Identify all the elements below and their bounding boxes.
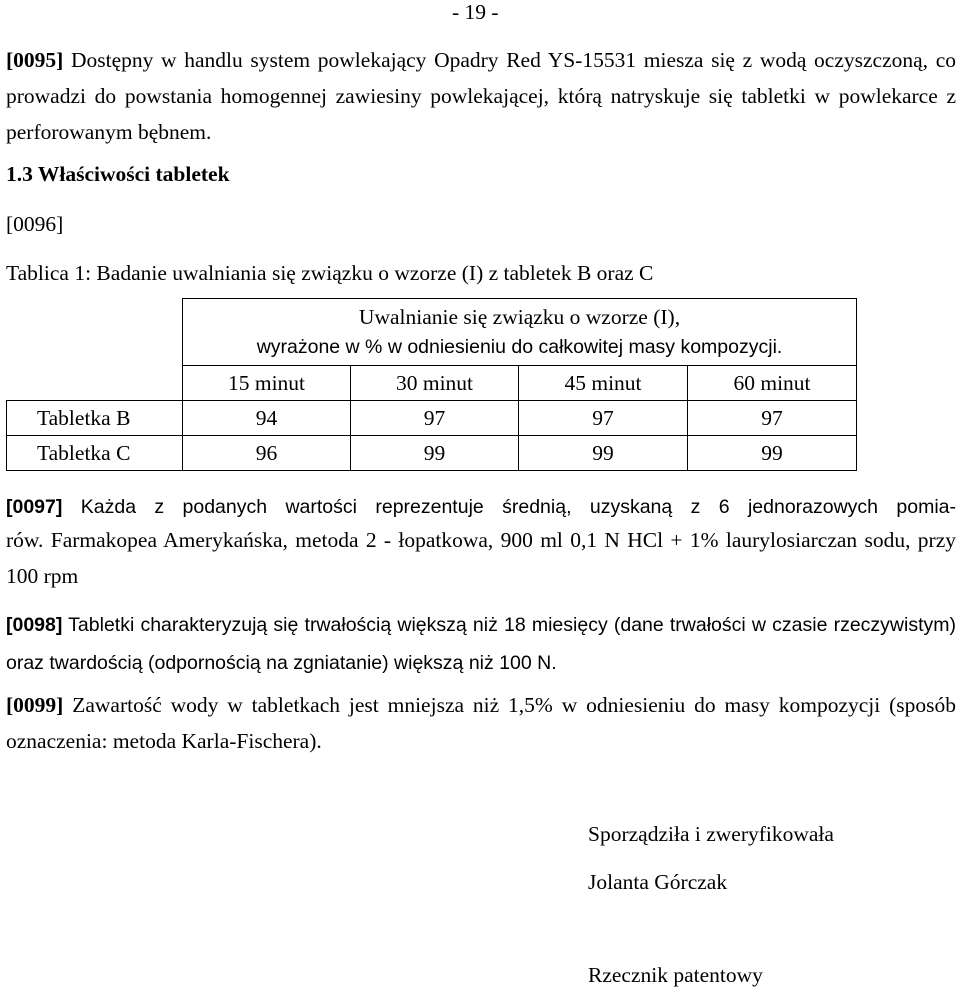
table-row — [7, 401, 857, 436]
table-header — [183, 299, 857, 366]
paragraph-text: Każda z podanych wartości reprezentuje średnią, uzyskaną z 6 jednorazowych pomia- — [62, 496, 956, 518]
column-header: 45 minut — [519, 366, 688, 401]
paragraph-0099 — [6, 687, 956, 759]
table-cell: 97 — [351, 401, 519, 436]
table-cell: 97 — [688, 401, 857, 436]
table-cell: 94 — [183, 401, 351, 436]
table-cell: 99 — [351, 436, 519, 471]
signature-name: Jolanta Górczak — [588, 870, 728, 894]
table-corner — [7, 299, 183, 366]
table-cell: 97 — [519, 401, 688, 436]
table-cell: 99 — [688, 436, 857, 471]
column-header: 15 minut — [183, 366, 351, 401]
row-label: Tabletka B — [7, 401, 183, 436]
table-header-line2: wyrażone w % w odniesieniu do całkowitej masy kompozycji. — [256, 336, 783, 358]
column-header: 60 minut — [688, 366, 857, 401]
table-header-line1: Uwalnianie się związku o wzorze (I), — [358, 305, 681, 329]
column-header: 30 minut — [351, 366, 519, 401]
paragraph-tag: [0098] — [6, 614, 63, 636]
release-table — [6, 298, 857, 471]
page-number: - 19 - — [452, 0, 499, 24]
table-row — [7, 436, 857, 471]
paragraph-text: Zawartość wody w tabletkach jest mniejsza niż 1,5% w odniesieniu do masy kompozycji (sposób oznaczenia: metoda Karla-Fischera). — [6, 693, 956, 753]
paragraph-0098 — [6, 606, 956, 682]
table-caption: Tablica 1: Badanie uwalniania się związku o wzorze (I) z tabletek B oraz C — [6, 261, 654, 285]
paragraph-tag: [0095] — [6, 48, 64, 72]
paragraph-0096-tag: [0096] — [6, 212, 64, 236]
table-cell: 99 — [519, 436, 688, 471]
paragraph-text: Dostępny w handlu system powlekający Opadry Red YS-15531 miesza się z wodą oczyszczoną, co prowadzi do powstania homogennej zawiesiny powlekającej, którą natryskuje się tabletki w powlekarce z perforowanym bębnem. — [6, 48, 956, 144]
paragraph-0095 — [6, 42, 956, 150]
paragraph-tag: [0099] — [6, 693, 64, 717]
table-column-headers — [7, 366, 857, 401]
section-heading: 1.3 Właściwości tabletek — [6, 162, 230, 186]
row-label: Tabletka C — [7, 436, 183, 471]
table-corner — [7, 366, 183, 401]
table-cell: 96 — [183, 436, 351, 471]
signature-line1: Sporządziła i zweryfikowała — [588, 822, 834, 846]
signature-title: Rzecznik patentowy — [588, 963, 763, 987]
paragraph-0097-rest: rów. Farmakopea Amerykańska, metoda 2 - łopatkowa, 900 ml 0,1 N HCl + 1% laurylosiarczan sodu, przy 100 rpm — [6, 528, 956, 588]
paragraph-text: Tabletki charakteryzują się trwałością większą niż 18 miesięcy (dane trwałości w czasie rzeczywistym) oraz twardością (odpornością na zgniatanie) większą niż 100 N. — [6, 614, 956, 674]
paragraph-0097-line1 — [6, 489, 956, 525]
paragraph-tag: [0097] — [6, 496, 63, 518]
